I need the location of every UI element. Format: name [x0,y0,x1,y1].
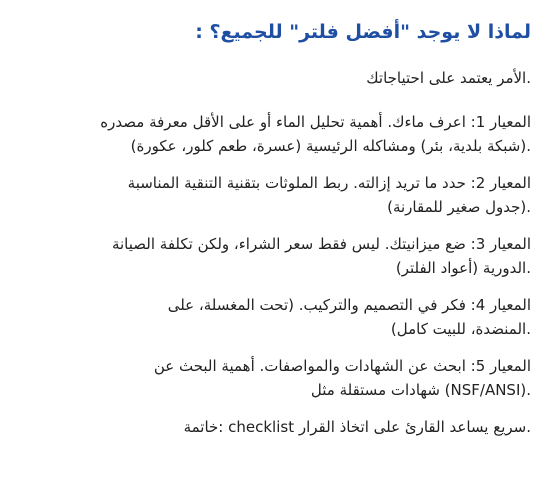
criterion-5 [20,354,531,402]
criterion-3-line-2: .الدورية (أعواد الفلتر) [395,259,531,277]
criterion-2-line-1: المعيار 2: حدد ما تريد إزالته. ربط الملوثات بتقنية التنقية المناسبة [127,174,531,192]
criterion-5-line-2: .(NSF/ANSI) شهادات مستقلة مثل [310,381,531,399]
criterion-5-line-1: المعيار 5: ابحث عن الشهادات والمواصفات. أهمية البحث عن [153,357,531,375]
criterion-4 [20,293,531,341]
criterion-1-line-2: .(شبكة بلدية، بئر) ومشاكله الرئيسية (عسرة، طعم كلور، عكورة) [130,137,531,155]
criterion-4-line-2: .المنضدة، للبيت كامل) [390,320,531,338]
criterion-3-line-1: المعيار 3: ضع ميزانيتك. ليس فقط سعر الشراء، ولكن تكلفة الصيانة [111,235,531,253]
criterion-4-line-1: المعيار 4: فكر في التصميم والتركيب. (تحت المغسلة، على [167,296,531,314]
criterion-1 [20,110,531,158]
page-title: لماذا لا يوجد "أفضل فلتر" للجميع؟ : [195,21,531,43]
criterion-2 [20,171,531,219]
conclusion-paragraph: .سريع يساعد القارئ على اتخاذ القرار checklist :خاتمة [183,418,531,436]
criterion-1-line-1: المعيار 1: اعرف ماءك. أهمية تحليل الماء أو على الأقل معرفة مصدره [100,113,531,131]
criterion-2-line-2: .(جدول صغير للمقارنة) [387,198,531,216]
criterion-3 [20,232,531,280]
intro-paragraph: .الأمر يعتمد على احتياجاتك [366,69,531,87]
